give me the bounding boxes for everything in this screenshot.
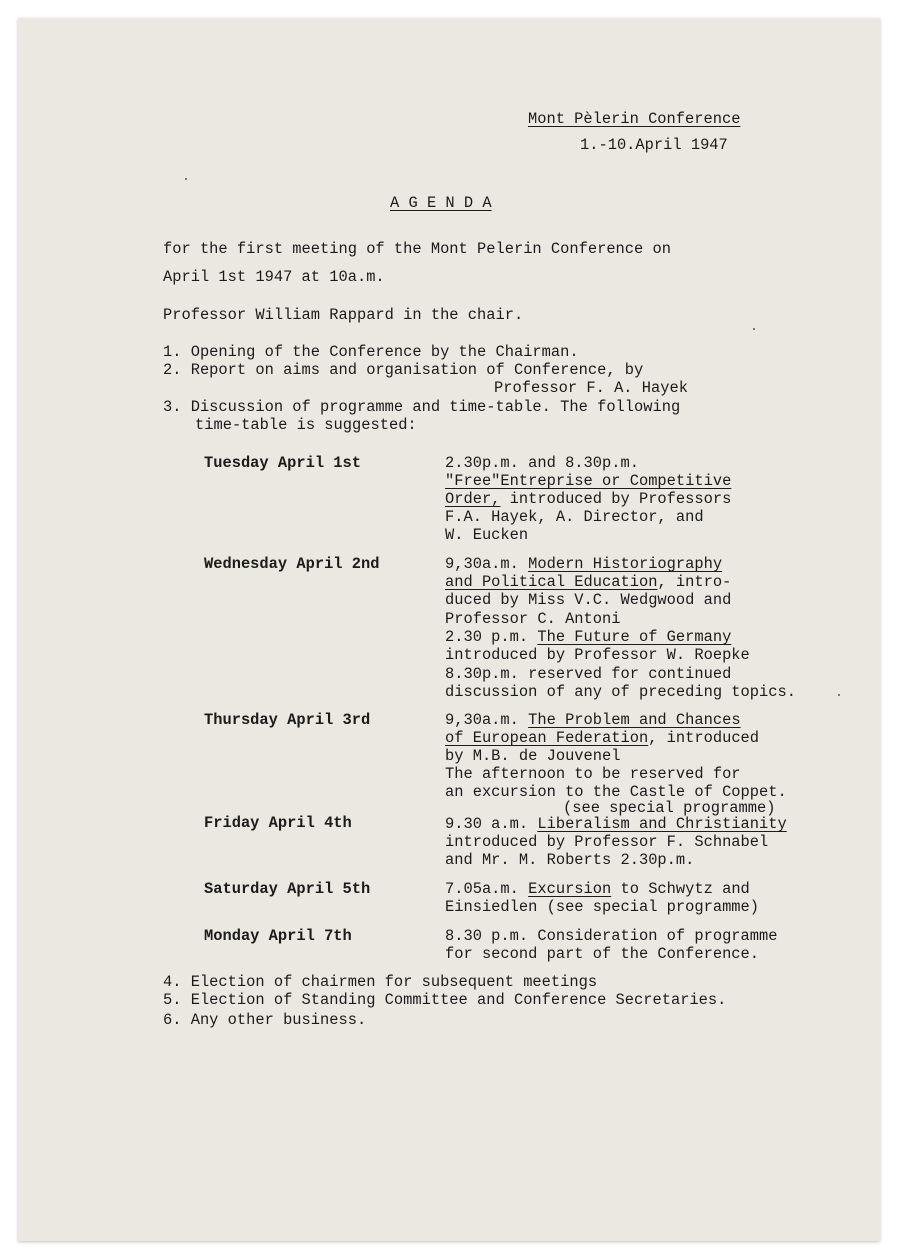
- schedule-line: [445, 815, 787, 833]
- session-title: Modern Historiography: [528, 555, 723, 573]
- session-title: The Problem and Chances: [528, 711, 741, 729]
- agenda-item-2-presenter: Professor F. A. Hayek: [494, 379, 688, 397]
- day-wednesday: Wednesday April 2nd: [204, 555, 380, 573]
- session-title: Liberalism and Christianity: [537, 815, 787, 833]
- intro-line-1: for the first meeting of the Mont Pelerin Conference on: [163, 240, 671, 258]
- schedule-line: [445, 573, 731, 591]
- agenda-item-1: 1. Opening of the Conference by the Chairman.: [163, 343, 579, 361]
- schedule-line: [445, 490, 731, 508]
- schedule-line: Einsiedlen (see special programme): [445, 898, 760, 916]
- schedule-line: The afternoon to be reserved for: [445, 765, 741, 783]
- schedule-line: duced by Miss V.C. Wedgwood and: [445, 591, 732, 609]
- agenda-item-4: 4. Election of chairmen for subsequent meetings: [163, 973, 598, 991]
- schedule-line: an excursion to the Castle of Coppet.: [445, 783, 787, 801]
- schedule-time: 7.05a.m.: [445, 880, 529, 898]
- schedule-text: to Schwytz and: [611, 880, 750, 898]
- schedule-line: (see special programme): [563, 799, 776, 817]
- schedule-time: 9,30a.m.: [445, 711, 529, 729]
- schedule-line: introduced by Professor F. Schnabel: [445, 833, 769, 851]
- conference-dates: 1.-10.April 1947: [580, 136, 728, 154]
- session-title: of European Federation: [445, 729, 649, 747]
- day-saturday: Saturday April 5th: [204, 880, 371, 898]
- schedule-time: 2.30 p.m.: [445, 628, 538, 646]
- schedule-line: [445, 880, 750, 898]
- schedule-line: W. Eucken: [445, 526, 529, 544]
- agenda-item-2: 2. Report on aims and organisation of Conference, by: [163, 361, 644, 379]
- schedule-time: 9.30 a.m.: [445, 815, 538, 833]
- speck-mark: [753, 328, 755, 330]
- schedule-line: F.A. Hayek, A. Director, and: [445, 508, 704, 526]
- intro-line-2: April 1st 1947 at 10a.m.: [163, 268, 385, 286]
- schedule-line: 8.30 p.m. Consideration of programme: [445, 927, 778, 945]
- agenda-item-3: 3. Discussion of programme and time-table. The following: [163, 398, 681, 416]
- agenda-item-5: 5. Election of Standing Committee and Conference Secretaries.: [163, 991, 727, 1009]
- schedule-text: introduced by Professors: [500, 490, 732, 508]
- day-tuesday: Tuesday April 1st: [204, 454, 362, 472]
- day-friday: Friday April 4th: [204, 814, 352, 832]
- day-monday: Monday April 7th: [204, 927, 352, 945]
- chair-line: Professor William Rappard in the chair.: [163, 306, 524, 324]
- agenda-title: A G E N D A: [390, 194, 492, 212]
- schedule-line: [445, 729, 759, 747]
- day-thursday: Thursday April 3rd: [204, 711, 371, 729]
- schedule-line: 8.30p.m. reserved for continued: [445, 665, 732, 683]
- schedule-time: 9,30a.m.: [445, 555, 529, 573]
- speck-mark: [838, 694, 840, 696]
- schedule-line: for second part of the Conference.: [445, 945, 760, 963]
- schedule-line: 2.30p.m. and 8.30p.m.: [445, 454, 639, 472]
- conference-title: Mont Pèlerin Conference: [528, 110, 741, 128]
- agenda-item-3-cont: time-table is suggested:: [195, 416, 417, 434]
- schedule-line: and Mr. M. Roberts 2.30p.m.: [445, 851, 695, 869]
- session-title: Excursion: [528, 880, 612, 898]
- schedule-text: , introduced: [648, 729, 760, 747]
- schedule-line: [445, 555, 722, 573]
- session-title: The Future of Germany: [537, 628, 732, 646]
- agenda-item-6: 6. Any other business.: [163, 1011, 367, 1029]
- schedule-line: by M.B. de Jouvenel: [445, 747, 621, 765]
- schedule-line: introduced by Professor W. Roepke: [445, 646, 750, 664]
- schedule-line: Professor C. Antoni: [445, 610, 621, 628]
- session-title: and Political Education: [445, 573, 658, 591]
- schedule-line: [445, 711, 741, 729]
- schedule-line: "Free"Entreprise or Competitive: [445, 472, 732, 490]
- schedule-text: , intro-: [657, 573, 732, 591]
- session-title: Order,: [445, 490, 501, 508]
- paper-sheet: [18, 18, 880, 1241]
- schedule-line: discussion of any of preceding topics.: [445, 683, 796, 701]
- schedule-line: [445, 628, 731, 646]
- speck-mark: [185, 178, 187, 180]
